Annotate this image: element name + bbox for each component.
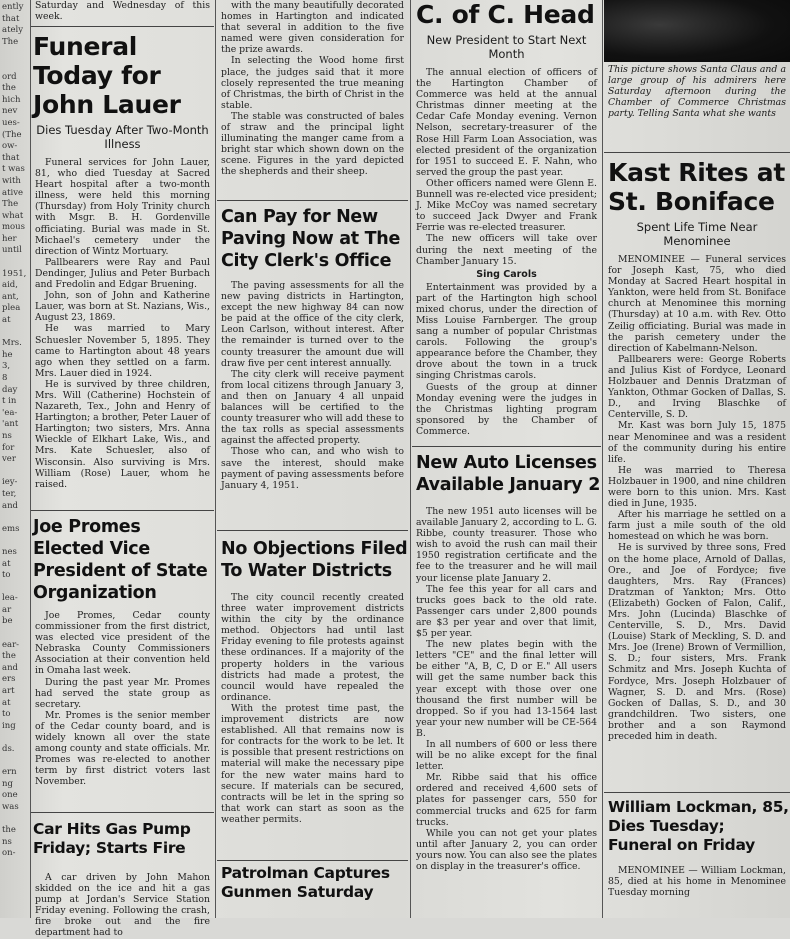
paragraph: The annual election of officers of the Hartington Chamber of Commerce was held at the annual Christmas dinner meeting at the Cedar Cafe Monday evening. Vernon Nelson, secretary-treasurer of the Rose Hill Farm Loan Association, was elected president of the organization for 1951 to succeed E. F. Nahn, who served the group the past year.	[416, 67, 597, 178]
deck: Dies Tuesday After Two-Month Illness	[36, 123, 209, 151]
edge-fragment: one	[2, 790, 18, 801]
paragraph: Joe Promes, Cedar county commissioner from the first district, was elected vice president of the Nebraska County Commissioners Association at their convention held in Omaha last week.	[35, 610, 210, 677]
edge-fragment: ord	[2, 71, 17, 82]
edge-fragment: ems	[2, 523, 20, 534]
paragraph: In selecting the Wood home first place, the judges said that it more closely represented the true meaning of Christmas, the birth of Christ in the stable.	[221, 55, 404, 111]
paragraph: The new plates begin with the letters "CE" and the final letter will be either "A, B, C, D or E." All users will get the same number back this year except with those over one thousand the first number will be dropped. So if you had 13-1564 last year your new number will be CE-564 B.	[416, 639, 597, 739]
fragment-text: Saturday and Wednesday of this week.	[35, 0, 210, 23]
column-rule	[410, 0, 411, 918]
edge-fragment: ds.	[2, 744, 15, 754]
divider	[31, 510, 214, 511]
edge-fragment: at	[2, 315, 11, 326]
subhead: Sing Carols	[476, 268, 537, 280]
headline: William Lockman, 85, Dies Tuesday; Funeral on Friday	[608, 798, 789, 854]
edge-fragment-column	[0, 0, 33, 920]
article-body	[31, 610, 214, 788]
edge-fragment: and	[2, 662, 18, 673]
paragraph: with the many beautifully decorated homes in Hartington and indicated that several in addition to the five named were given consideration for the prize awards.	[221, 0, 404, 56]
headline: Joe Promes Elected Vice President of State Organization	[33, 517, 208, 603]
edge-fragment: ter,	[2, 488, 17, 499]
article-body	[604, 254, 790, 742]
article-body	[217, 592, 408, 825]
fragment-text	[217, 0, 408, 178]
edge-fragment	[2, 327, 32, 339]
edge-fragment: at	[2, 697, 11, 708]
edge-fragment: that	[2, 13, 20, 24]
edge-fragment: ng	[2, 778, 13, 789]
edge-fragment	[2, 814, 32, 826]
paragraph: The new 1951 auto licenses will be available January 2, according to L. G. Ribbe, county treasurer. Those who wish to avoid the rush can mail their 1950 registration certificate and the fee to the treasurer and he will mail your license plate January 2.	[416, 506, 597, 584]
edge-fragment: 8	[2, 373, 8, 383]
paragraph: John, son of John and Katherine Lauer, was born at St. Nazians, Wis., August 23, 1869.	[35, 290, 210, 324]
edge-fragment: the	[2, 83, 16, 94]
edge-fragment: (The	[2, 129, 22, 140]
column-2	[217, 0, 408, 918]
edge-fragment: ar	[2, 604, 12, 615]
paragraph: He is survived by three children, Mrs. Will (Catherine) Hochstein of Nazareth, Tex., John and Henry of Hartington; a brother, Peter Lauer of Hartington; two sisters, Mrs. Anna Wieckle of Elkhart Lake, Wis., and Mrs. Kate Schuesler, also of Wisconsin. Also surviving is Mrs. William (Rose) Lauer, whom he raised.	[35, 378, 210, 490]
edge-fragment: on-	[2, 848, 16, 859]
column-4	[604, 0, 790, 918]
headline: Patrolman Captures Gunmen Saturday	[221, 864, 390, 901]
edge-fragment: ently	[2, 2, 24, 12]
article-water	[217, 538, 408, 856]
paragraph: In all numbers of 600 or less there will be no alike except for the final letter.	[416, 738, 597, 773]
edge-fragment: plea	[2, 303, 21, 314]
top-fragment	[217, 0, 408, 196]
headline: New Auto Licenses Available January 2	[416, 453, 601, 495]
headline: C. of C. Head	[416, 0, 595, 29]
paragraph: The fee this year for all cars and trucks goes back to the old rate. Passenger cars under 2,800 pounds are $3 per year and over that limit, $5 per year.	[416, 583, 597, 640]
edge-fragment	[2, 535, 32, 547]
edge-fragment: t was	[2, 164, 25, 175]
edge-fragment: t in	[2, 396, 17, 407]
edge-fragment: ns	[2, 430, 12, 441]
column-1	[31, 0, 214, 939]
divider	[604, 792, 790, 793]
article-lauer	[31, 32, 214, 490]
edge-fragment: day	[2, 384, 18, 395]
edge-fragment	[2, 582, 32, 594]
edge-fragment: 3,	[2, 361, 11, 372]
edge-fragment	[2, 732, 32, 744]
divider	[604, 152, 790, 153]
deck: New President to Start Next Month	[426, 33, 587, 61]
article-body	[412, 506, 601, 872]
edge-fragment	[2, 257, 32, 269]
edge-fragment	[2, 48, 32, 60]
edge-fragment	[2, 628, 32, 640]
paragraph: Funeral services for John Lauer, 81, who died Tuesday at Sacred Heart hospital after a two-month illness, were held this morning (Thursday) from Holy Trinity church with Msgr. B. H. Gordenville officiating. Burial was made in St. Michael's cemetery under the direction of Wintz Mortuary.	[35, 157, 210, 257]
edge-fragment: lea-	[2, 593, 18, 604]
edge-fragment: to	[2, 570, 11, 581]
top-fragment	[31, 0, 214, 22]
edge-fragment: mous	[2, 222, 26, 233]
article-patrolman	[217, 864, 408, 918]
edge-fragment: aid,	[2, 280, 18, 291]
paragraph: While you can not get your plates until after January 2, you can order yours now. You can also see the plates on display in the treasurer's office.	[416, 827, 597, 872]
paragraph: The paving assessments for all the new paving districts in Hartington, except the new highway 84 can now be paid at the office of the city clerk, Leon Carlson, without interest. After the remainder is turned over to the county treasurer the amount due will draw five per cent interest annually.	[221, 280, 404, 369]
deck: Spent Life Time Near Menominee	[636, 220, 758, 248]
column-3	[412, 0, 601, 918]
paragraph: Those who can, and who wish to save the interest, should make payment of paving assessments before January 4, 1951.	[221, 446, 404, 491]
column-rule	[215, 0, 216, 918]
article-body	[412, 282, 601, 437]
paragraph: The stable was constructed of bales of straw and the principal light illuminating the manger came from a bright star which shown down on the scene. Figures in the yard depicted the shepherds and their sheep.	[221, 110, 404, 178]
edge-fragment: for	[2, 442, 15, 453]
edge-fragment	[2, 512, 32, 524]
photo-caption	[604, 64, 790, 150]
edge-fragment: ant,	[2, 291, 19, 302]
divider	[412, 446, 601, 447]
divider	[217, 200, 408, 201]
edge-fragment: The	[2, 199, 19, 210]
divider	[31, 26, 214, 27]
paragraph: He was married to Theresa Holzbauer in 1900, and nine children were born to this union. Mrs. Kast died in June, 1935.	[608, 464, 786, 510]
article-body	[604, 865, 790, 898]
edge-fragment: the	[2, 825, 16, 836]
paragraph: Mr. Ribbe said that his office ordered and received 4,600 sets of plates for passenger cars, 550 for commercial trucks and 625 for farm trucks.	[416, 772, 597, 828]
edge-fragment: her	[2, 233, 17, 244]
edge-fragment: and	[2, 500, 18, 511]
divider	[217, 530, 408, 531]
article-cofc	[412, 0, 601, 442]
edge-fragment: hich	[2, 94, 21, 105]
edge-fragment: until	[2, 245, 22, 256]
paragraph: Mr. Kast was born July 15, 1875 near Menominee and was a resident of the community during his entire life.	[608, 420, 786, 465]
paragraph: MENOMINEE — William Lockman, 85, died at his home in Menominee Tuesday morning	[608, 865, 786, 899]
edge-fragment: ues-	[2, 117, 20, 128]
article-paving	[217, 206, 408, 524]
article-body	[412, 67, 601, 267]
divider	[31, 812, 214, 813]
paragraph: MENOMINEE — Funeral services for Joseph Kast, 75, who died Monday at Sacred Heart hospital in Yankton, were held from St. Boniface church at Menominee this morning (Thursday) at 10 a.m. with Rev. Otto Zeilig officiating. Burial was made in the parish cemetery under the direction of Kabelmann-Nelson.	[608, 254, 786, 354]
edge-fragment: 'ant	[2, 419, 19, 430]
article-promes	[31, 516, 214, 806]
headline: No Objections Filed To Water Districts	[221, 539, 408, 581]
edge-fragment: Mrs.	[2, 338, 22, 349]
edge-fragment: the	[2, 651, 16, 662]
headline: Funeral Today for John Lauer	[33, 32, 181, 119]
edge-fragment: ers	[2, 674, 16, 685]
edge-fragment: art	[2, 686, 15, 697]
paragraph: Entertainment was provided by a part of the Hartington high school mixed chorus, under the direction of Miss Louise Farnberger. The group sang a number of popular Christmas carols. Following the group's appearance before the Chamber, they drove about the town in a truck singing Christmas carols.	[416, 281, 597, 382]
edge-fragment: nev	[2, 106, 18, 117]
paragraph: He is survived by three sons, Fred on the home place, Arnold of Dallas, Ore., and Joe of Fordyce; five daughters, Mrs. Ray (Frances) Dratzman of Yankton; Mrs. Otto (Elizabeth) Gocken of Falon, Calif., Mrs. John (Lucinda) Blaschke of Centerville, S. D., Mrs. David (Louise) Stark of Meckling, S. D. and Mrs. Joe (Irene) Brown of Vermillion, S. D.; four sisters, Mrs. Frank Schmitz and Mrs. Joseph Kuchta of Fordyce, Mrs. Joseph Holzbauer of Wagner, S. D. and Mrs. (Rose) Gocken of Dallas, S. D., and 30 grandchildren. Two sisters, one brother and a son Raymond preceded him in death.	[608, 542, 786, 743]
paragraph: Guests of the group at dinner Monday evening were the judges in the Christmas lighting program sponsored by the Chamber of Commerce.	[416, 381, 597, 437]
paragraph: A car driven by John Mahon skidded on the ice and hit a gas pump at Jordan's Service Station Friday evening. Following the crash, fire broke out and the fire department had to	[35, 872, 210, 939]
paragraph: The city council recently created three water improvement districts within the city by the ordinance method. Objectors had until last Friday evening to file protests against these ordinances. If a majority of the property holders in the various districts had made a protest, the council would have repealed the ordinance.	[221, 592, 404, 703]
edge-fragment: ately	[2, 25, 24, 36]
paragraph: During the past year Mr. Promes had served the state group as secretary.	[35, 676, 210, 710]
column-rule	[602, 0, 603, 918]
article-gas-pump	[31, 820, 214, 939]
divider	[217, 860, 408, 861]
caption-text: This picture shows Santa Claus and a large group of his admirers here Saturday afternoon during the Chamber of Commerce Christmas party. Telling Santa what she wants	[608, 64, 786, 120]
edge-fragment: that	[2, 152, 20, 163]
paragraph: Mr. Promes is the senior member of the Cedar county board, and is widely known all over the state among county and state officials. Mr. Promes was re-elected to another term by first district voters last November.	[35, 709, 210, 788]
edge-fragment: at	[2, 558, 11, 569]
edge-fragment: ative	[2, 187, 24, 198]
edge-fragment: ern	[2, 767, 17, 778]
edge-fragment	[2, 60, 32, 72]
paragraph: With the protest time past, the improvement districts are now established. All that remains now is for contracts for the work to be let. It is possible that present restrictions on material will make the necessary pipe for the new water mains hard to secure. If materials can be secured, contracts will be let in the spring so that work can start as soon as the weather permits.	[221, 702, 404, 825]
article-body	[217, 280, 408, 491]
edge-fragment: nes	[2, 546, 17, 557]
edge-fragment: 'ea-	[2, 407, 18, 418]
article-kast	[604, 158, 790, 788]
headline: Car Hits Gas Pump Friday; Starts Fire	[33, 820, 191, 857]
paragraph: He was married to Mary Schuesler November 5, 1895. They came to Hartington about 48 years ago when they settled on a farm. Mrs. Lauer died in 1924.	[35, 323, 210, 379]
edge-fragment: to	[2, 709, 11, 720]
headline: Kast Rites at St. Boniface	[608, 158, 786, 216]
edge-fragment: iey-	[2, 477, 18, 488]
santa-photo	[604, 0, 790, 62]
edge-fragment: was	[2, 801, 19, 812]
edge-fragment: he	[2, 349, 13, 360]
paragraph: Other officers named were Glenn E. Bunnell was re-elected vice president; J. Mike McCoy was named secretary to succeed Jack Dwyer and Frank Ferrie was re-elected treasurer.	[416, 177, 597, 234]
paragraph: Pallbearers were: George Roberts and Julius Kist of Fordyce, Leonard Holzbauer and Dennis Dratzman of Yankton, Othmar Gocken of Dallas, S. D., and Irving Blaschke of Centerville, S. D.	[608, 353, 786, 421]
edge-fragment: 1951,	[2, 268, 27, 279]
article-licenses	[412, 452, 601, 918]
article-lockman	[604, 798, 790, 918]
edge-fragment: ns	[2, 836, 12, 847]
edge-fragment: ow-	[2, 141, 18, 152]
paragraph: Pallbearers were Ray and Paul Dendinger, Julius and Peter Burbach and Fredolin and Edgar Bruening.	[35, 256, 210, 291]
paragraph: The city clerk will receive payment from local citizens through January 3, and then on January 4 all unpaid balances will be certified to the county treasurer who will add these to the tax rolls as special assessments against the affected property.	[221, 368, 404, 447]
edge-fragment: be	[2, 616, 13, 627]
edge-fragment	[2, 466, 32, 478]
edge-fragment	[2, 756, 32, 768]
article-body	[31, 157, 214, 490]
edge-fragment: what	[2, 210, 24, 221]
paragraph: After his marriage he settled on a farm just a mile south of the old homestead on which he was born.	[608, 509, 786, 543]
edge-fragment: ver	[2, 454, 16, 465]
edge-fragment: ing	[2, 720, 16, 731]
article-body	[31, 872, 214, 939]
edge-fragment: ear-	[2, 639, 20, 650]
paragraph: The new officers will take over during the next meeting of the Chamber January 15.	[416, 233, 597, 267]
headline: Can Pay for New Paving Now at The City Clerk's Office	[221, 207, 401, 271]
edge-fragment: The	[2, 36, 19, 47]
edge-fragment: with	[2, 175, 21, 186]
